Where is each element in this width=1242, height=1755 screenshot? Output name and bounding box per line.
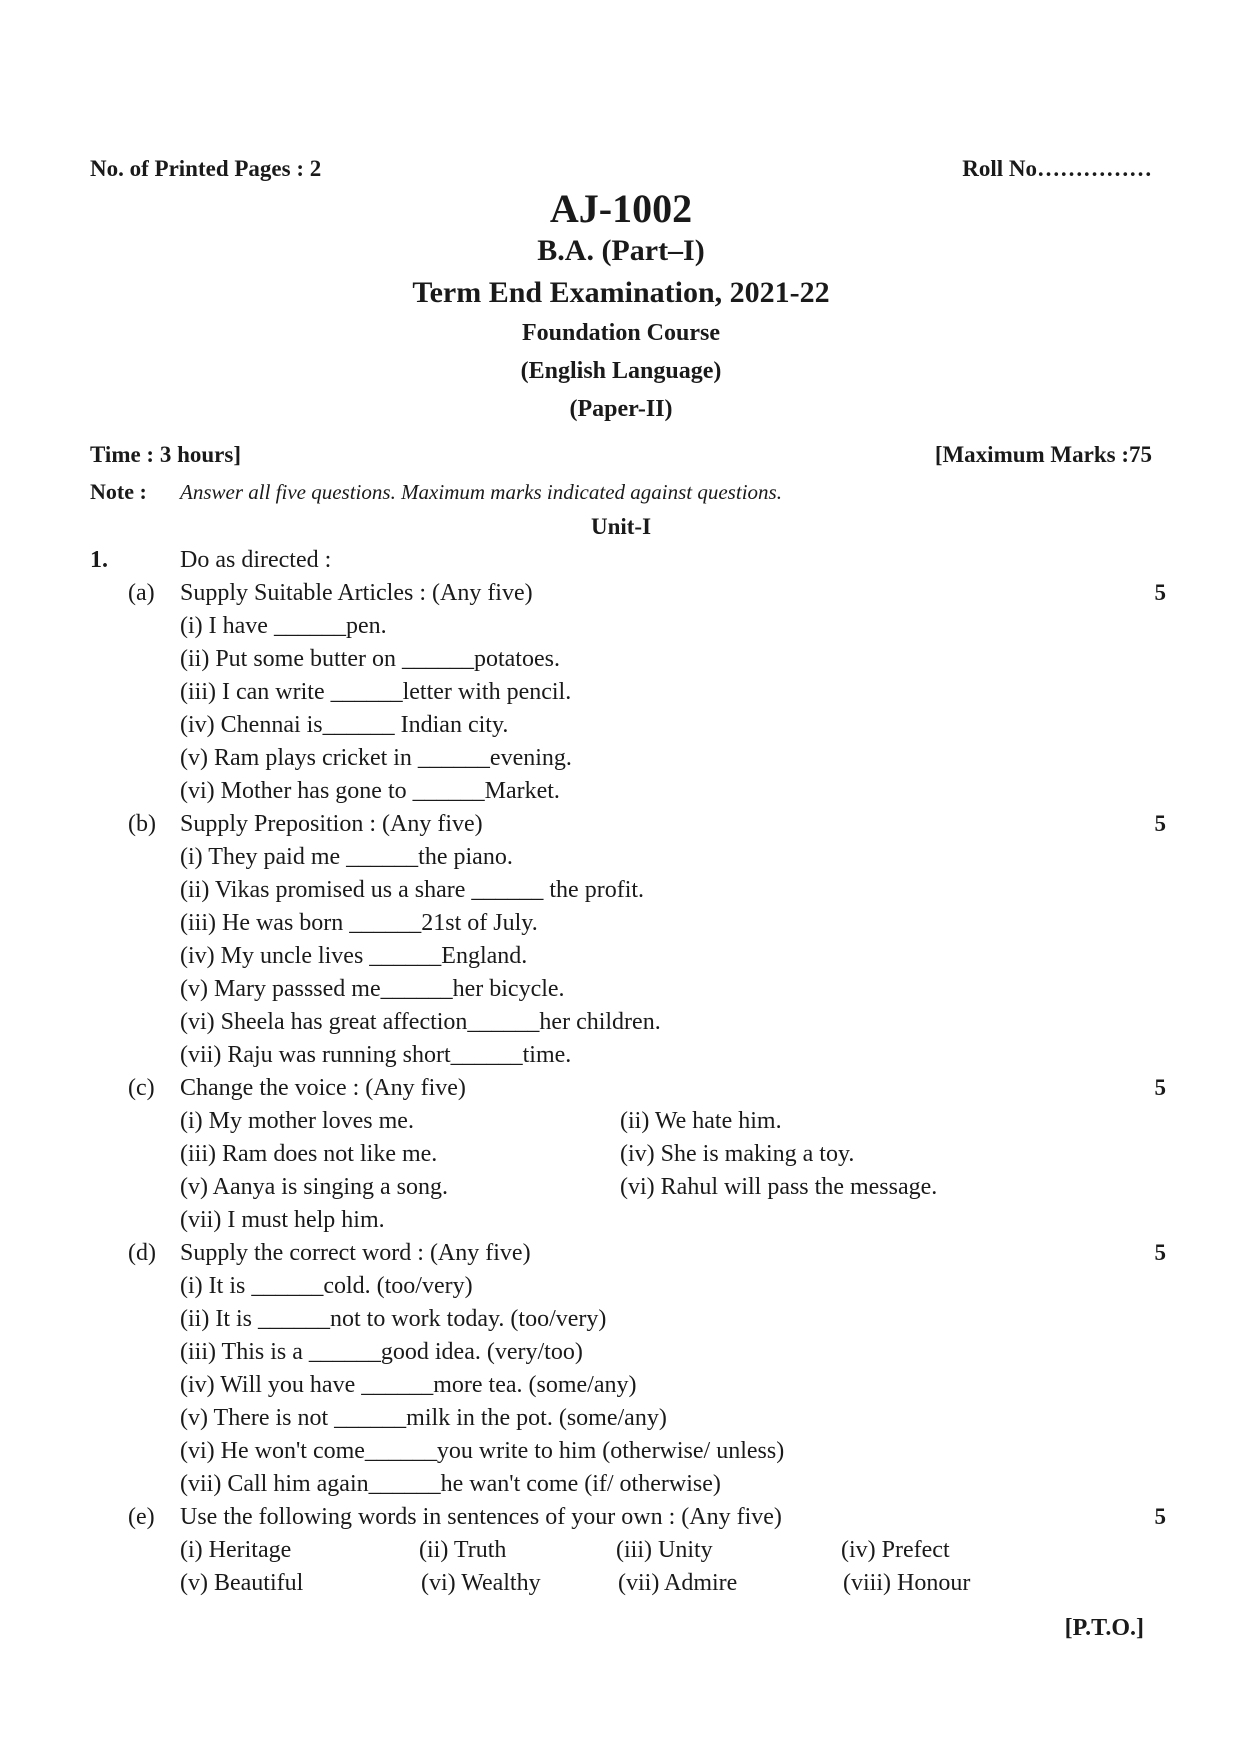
exam-title: Term End Examination, 2021-22 bbox=[412, 276, 830, 309]
list-item: (vi) Sheela has great affection______her children. bbox=[180, 1009, 661, 1035]
list-item: (ii) We hate him. bbox=[620, 1108, 782, 1134]
part-c-marks: 5 bbox=[1154, 1075, 1166, 1100]
list-item: (iii) He was born ______21st of July. bbox=[180, 910, 538, 936]
list-item: (viii) Honour bbox=[843, 1570, 971, 1596]
time-allowed: Time : 3 hours] bbox=[90, 442, 241, 467]
unit-heading: Unit-I bbox=[590, 514, 652, 539]
list-item: (v) Mary passsed me______her bicycle. bbox=[180, 976, 565, 1002]
part-a-marks: 5 bbox=[1154, 580, 1166, 605]
list-item: (ii) Vikas promised us a share ______ the profit. bbox=[180, 877, 645, 903]
language-title: (English Language) bbox=[520, 358, 722, 384]
list-item: (vi) Wealthy bbox=[421, 1570, 541, 1596]
paper-code: AJ-1002 bbox=[549, 186, 693, 231]
list-item: (i) It is ______cold. (too/very) bbox=[180, 1273, 473, 1299]
maximum-marks: [Maximum Marks :75 bbox=[934, 442, 1152, 467]
list-item: (iv) Prefect bbox=[841, 1537, 950, 1563]
list-item: (v) There is not ______milk in the pot. (some/any) bbox=[180, 1405, 667, 1431]
list-item: (vii) I must help him. bbox=[180, 1207, 385, 1233]
roll-number: Roll No…………… bbox=[962, 156, 1152, 181]
part-b-marks: 5 bbox=[1154, 811, 1166, 836]
printed-pages: No. of Printed Pages : 2 bbox=[90, 156, 322, 181]
please-turn-over: [P.T.O.] bbox=[1064, 1615, 1144, 1641]
list-item: (i) Heritage bbox=[180, 1537, 292, 1563]
list-item: (iv) Will you have ______more tea. (some/any) bbox=[180, 1372, 637, 1398]
list-item: (v) Aanya is singing a song. bbox=[180, 1174, 448, 1200]
part-e-marks: 5 bbox=[1154, 1504, 1166, 1529]
list-item: (i) I have ______pen. bbox=[180, 613, 387, 639]
part-e-title: Use the following words in sentences of your own : (Any five) bbox=[180, 1504, 782, 1530]
part-c-title: Change the voice : (Any five) bbox=[180, 1075, 466, 1101]
list-item: (iii) I can write ______letter with pencil. bbox=[180, 679, 572, 705]
list-item: (v) Beautiful bbox=[180, 1570, 304, 1596]
list-item: (vi) Mother has gone to ______Market. bbox=[180, 778, 560, 804]
part-d-title: Supply the correct word : (Any five) bbox=[180, 1240, 531, 1266]
list-item: (iii) Ram does not like me. bbox=[180, 1141, 438, 1167]
course-title: B.A. (Part–I) bbox=[537, 234, 705, 267]
list-item: (iv) She is making a toy. bbox=[620, 1141, 855, 1167]
list-item: (vi) Rahul will pass the message. bbox=[620, 1174, 938, 1200]
list-item: (vii) Raju was running short______time. bbox=[180, 1042, 572, 1068]
part-d-label: (d) bbox=[128, 1240, 156, 1266]
part-b-title: Supply Preposition : (Any five) bbox=[180, 811, 483, 837]
note-label: Note : bbox=[90, 479, 147, 504]
list-item: (iii) Unity bbox=[616, 1537, 713, 1563]
list-item: (i) They paid me ______the piano. bbox=[180, 844, 513, 870]
list-item: (vii) Call him again______he wan't come (if/ otherwise) bbox=[180, 1471, 721, 1497]
paper-title: (Paper-II) bbox=[569, 396, 673, 422]
list-item: (v) Ram plays cricket in ______evening. bbox=[180, 745, 572, 771]
list-item: (iv) My uncle lives ______England. bbox=[180, 943, 528, 969]
subject-title: Foundation Course bbox=[521, 320, 721, 346]
note-text: Answer all five questions. Maximum marks indicated against questions. bbox=[180, 480, 782, 504]
list-item: (iii) This is a ______good idea. (very/too) bbox=[180, 1339, 583, 1365]
part-c-label: (c) bbox=[128, 1075, 155, 1101]
list-item: (ii) Truth bbox=[419, 1537, 507, 1563]
question-number: 1. bbox=[90, 547, 108, 573]
part-d-marks: 5 bbox=[1154, 1240, 1166, 1265]
list-item: (i) My mother loves me. bbox=[180, 1108, 414, 1134]
part-a-title: Supply Suitable Articles : (Any five) bbox=[180, 580, 533, 606]
list-item: (vi) He won't come______you write to him (otherwise/ unless) bbox=[180, 1438, 785, 1464]
list-item: (ii) It is ______not to work today. (too/very) bbox=[180, 1306, 607, 1332]
part-b-label: (b) bbox=[128, 811, 156, 837]
part-e-label: (e) bbox=[128, 1504, 155, 1530]
list-item: (iv) Chennai is______ Indian city. bbox=[180, 712, 509, 738]
list-item: (ii) Put some butter on ______potatoes. bbox=[180, 646, 560, 672]
question-instruction: Do as directed : bbox=[180, 547, 332, 573]
list-item: (vii) Admire bbox=[618, 1570, 738, 1596]
part-a-label: (a) bbox=[128, 580, 155, 606]
